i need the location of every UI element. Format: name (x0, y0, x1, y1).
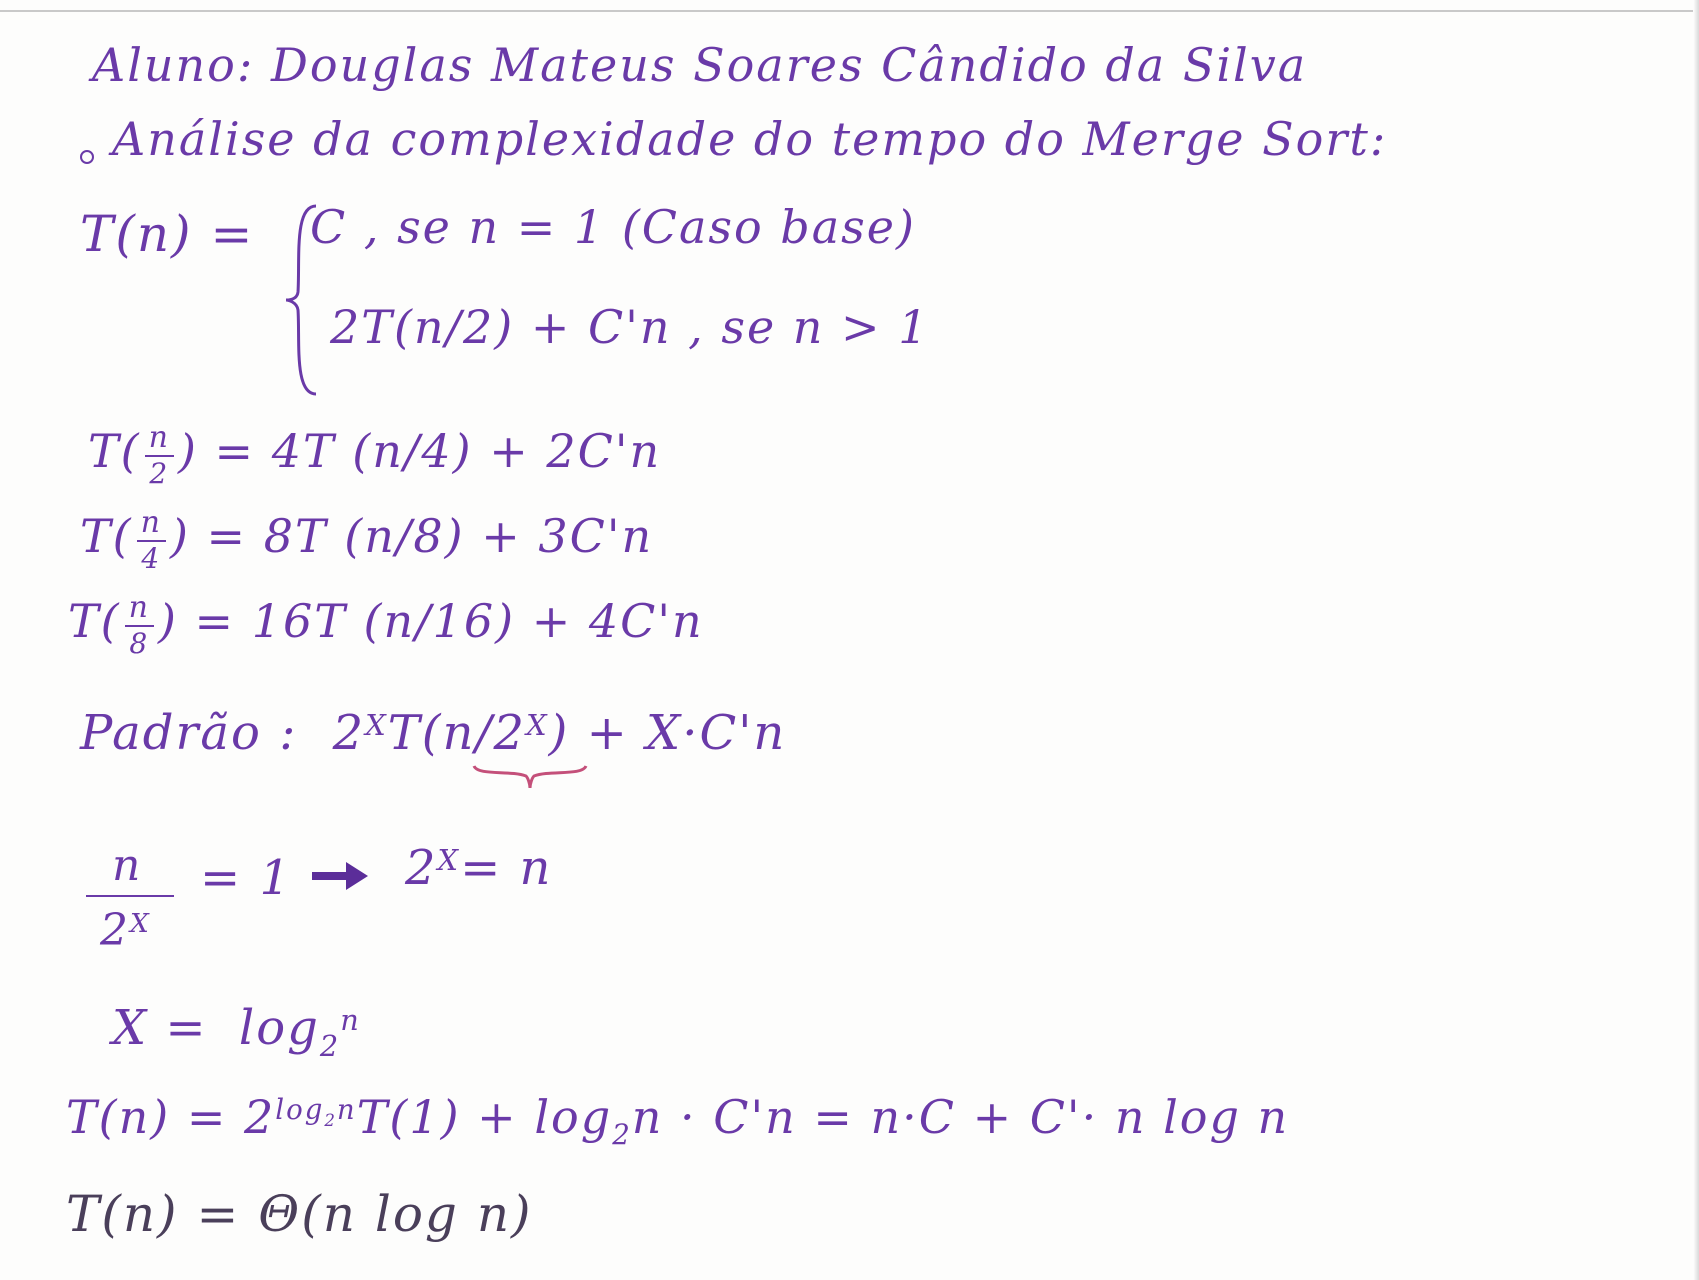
paren-close: ) (157, 594, 178, 648)
pattern-t-open: T( (387, 705, 443, 761)
substitution-line: $T(n) = 2^{log_2n}T(1) + \log_2n \cdot C'n = n\cdot C + C'\cdot n$ log n (66, 1090, 1290, 1152)
pattern-exp: X (365, 707, 388, 742)
student-name-line: Aluno: Douglas Mateus Soares Cândido da Silva (92, 38, 1308, 92)
expansion-rhs: = 16T (n/16) + 4C'n (194, 594, 704, 648)
recurrence-lhs: T(n) = (80, 205, 255, 263)
topic-line: Análise da complexidade do tempo do Merge Sort: (112, 112, 1388, 166)
final-result: T(n) = Θ(n log n) (66, 1185, 533, 1243)
solve-num: n (112, 840, 143, 891)
fraction: $\frac{n}{4}$ (137, 505, 166, 575)
fraction: $\frac{n}{2}$ (145, 420, 174, 490)
pattern-base: 2 (332, 705, 366, 761)
bullet-icon (80, 150, 94, 164)
pattern-rest: ) + X·C'n (548, 705, 787, 761)
recurrence-case-base: C , se n = 1 (Caso base) (310, 200, 916, 254)
pattern-inner: n/2 (442, 705, 527, 761)
t-symbol: T( (80, 509, 133, 563)
fraction: $\frac{n}{8}$ (125, 590, 154, 660)
paren-close: ) (169, 509, 190, 563)
pattern-line (80, 705, 786, 761)
underbrace-icon (470, 762, 590, 790)
solve-den: $2^X$ (100, 905, 151, 956)
paper-edge-right (1693, 0, 1699, 1280)
t-symbol: T( (88, 424, 141, 478)
t-symbol: T( (68, 594, 121, 648)
solve-result: $2^X= n$ (405, 840, 553, 896)
paren-close: ) (177, 424, 198, 478)
solve-fraction-bar (86, 895, 174, 897)
x-value-line: $X = \log_2^n$ (112, 1000, 361, 1063)
right-arrow-icon (308, 858, 372, 894)
paper-edge-top (0, 10, 1699, 12)
expansion-row (68, 590, 704, 660)
expansion-row (88, 420, 661, 490)
expansion-rhs: = 4T (n/4) + 2C'n (214, 424, 662, 478)
expansion-rhs: = 8T (n/8) + 3C'n (206, 509, 654, 563)
solve-eq: = 1 (200, 850, 293, 906)
expansion-row (80, 505, 653, 575)
pattern-inner-exp: X (526, 707, 549, 742)
recurrence-case-general: 2T(n/2) + C'n , se n > 1 (330, 300, 930, 354)
pattern-label: Padrão : (80, 705, 298, 761)
